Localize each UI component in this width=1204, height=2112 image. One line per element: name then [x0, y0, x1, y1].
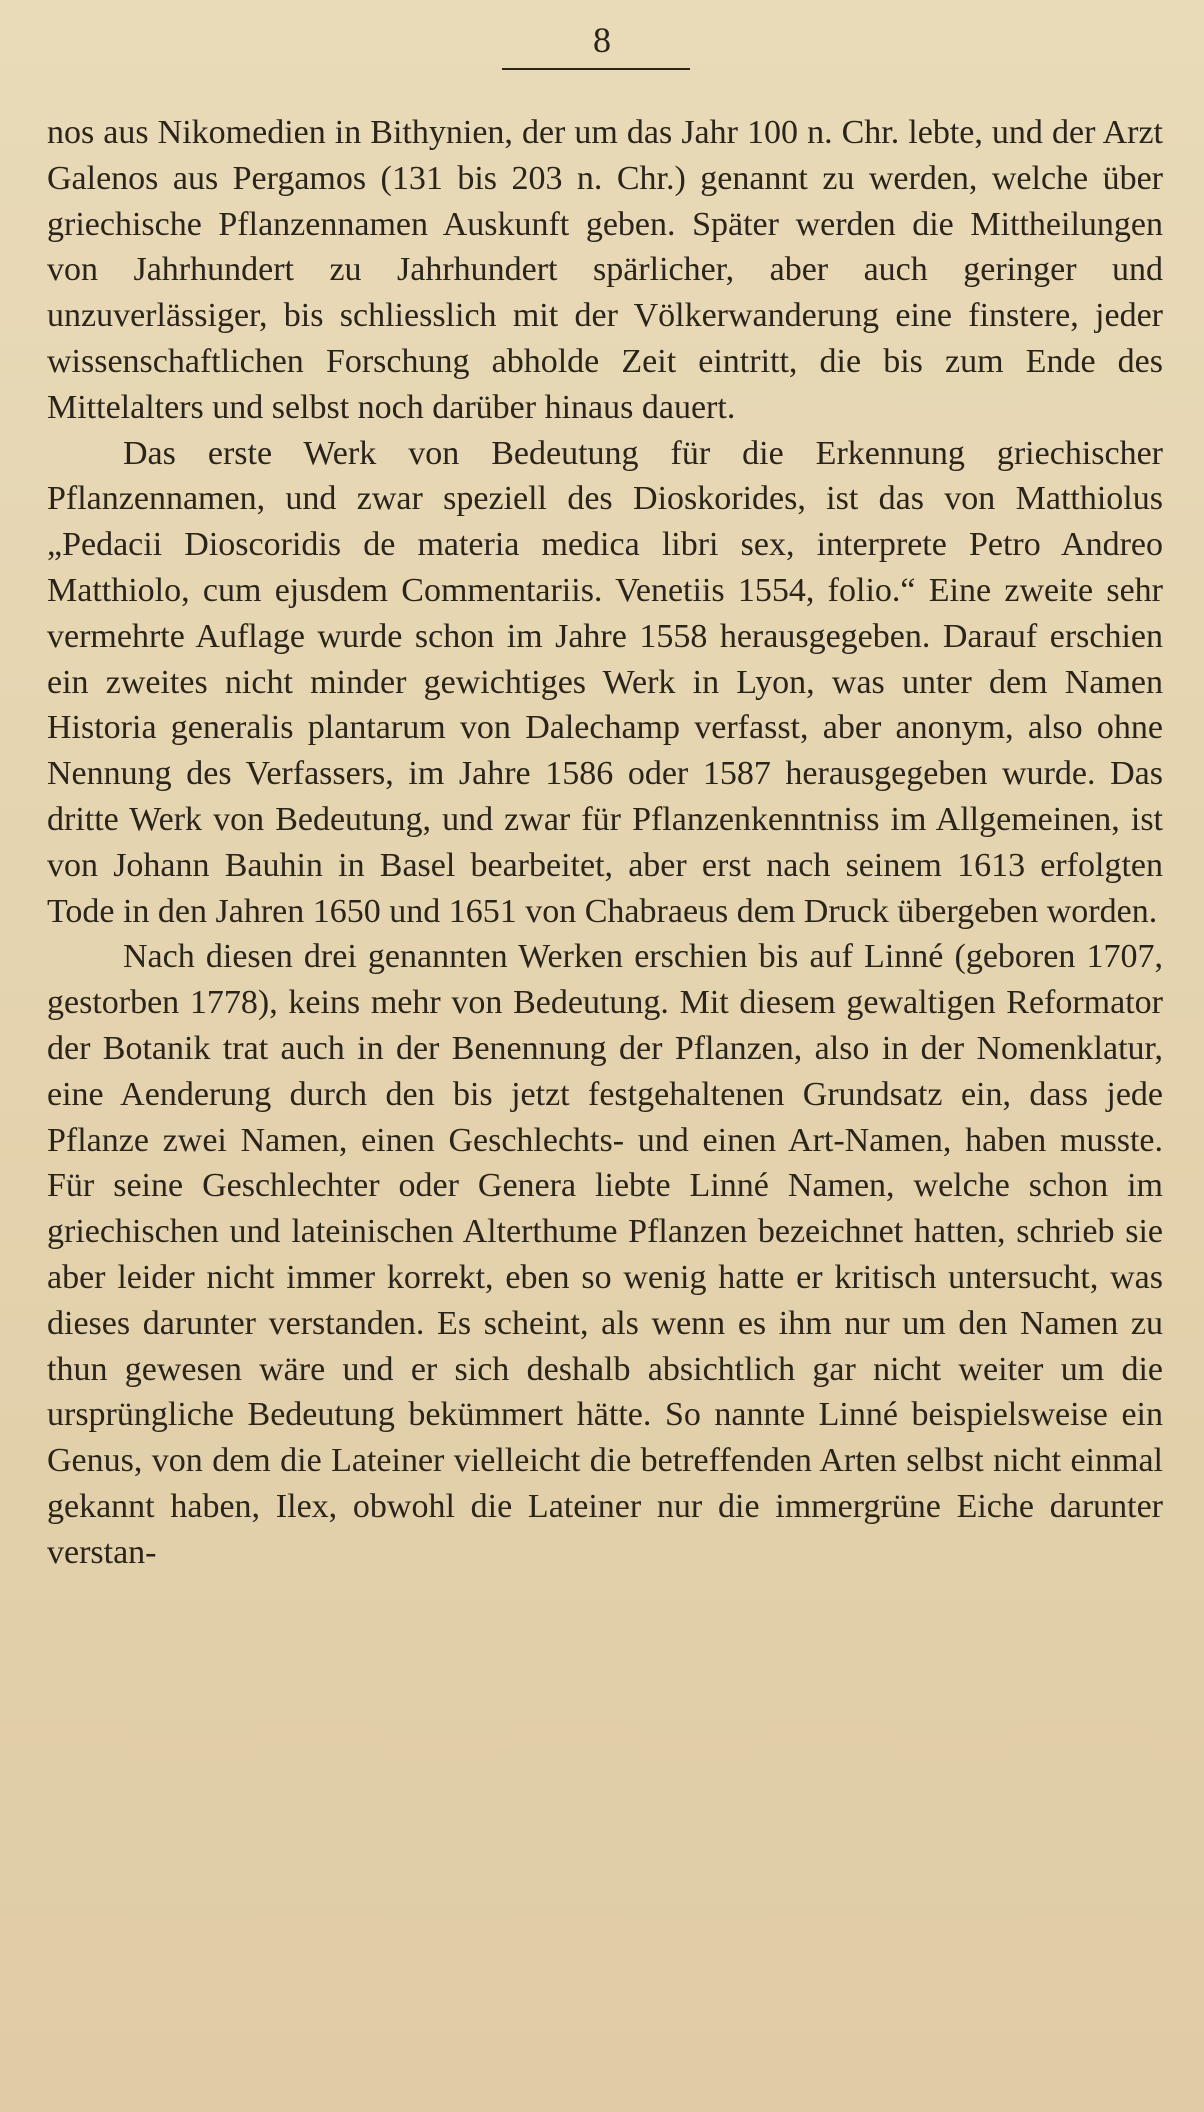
body-text — [47, 110, 1163, 1576]
paragraph-linne: Nach diesen drei genannten Werken erschien bis auf Linné (geboren 1707, gestorben 1778), keins mehr von Bedeutung. Mit diesem gewaltigen Reformator der Botanik trat auch in der Benennung der Pflanzen, also in der Nomenklatur, eine Aenderung durch den bis jetzt festgehaltenen Grundsatz ein, dass jede Pflanze zwei Namen, einen Geschlechts- und einen Art-Namen, haben musste. Für seine Geschlechter oder Genera liebte Linné Namen, welche schon im griechischen und lateinischen Alterthume Pflanzen bezeichnet hatten, schrieb sie aber leider nicht immer korrekt, eben so wenig hatte er kritisch untersucht, was dieses darunter verstanden. Es scheint, als wenn es ihm nur um den Namen zu thun gewesen wäre und er sich deshalb absichtlich gar nicht weiter um die ursprüngliche Bedeutung bekümmert hätte. So nannte Linné beispielsweise ein Genus, von dem die Lateiner vielleicht die betreffenden Arten selbst nicht einmal gekannt haben, Ilex, obwohl die Lateiner nur die immergrüne Eiche darunter verstan- — [47, 938, 1163, 1571]
paragraph-continuation: nos aus Nikomedien in Bithynien, der um das Jahr 100 n. Chr. lebte, und der Arzt Galenos aus Pergamos (131 bis 203 n. Chr.) genannt zu werden, welche über griechische Pflanzennamen Auskunft geben. Später werden die Mittheilungen von Jahrhundert zu Jahrhundert spärlicher, aber auch geringer und unzuverlässiger, bis schliesslich mit der Völkerwanderung eine finstere, jeder wissenschaftlichen Forschung abholde Zeit eintritt, die bis zum Ende des Mittelalters und selbst noch darüber hinaus dauert. — [47, 114, 1163, 426]
paragraph-matthiolus: Das erste Werk von Bedeutung für die Erkennung griechischer Pflanzennamen, und zwar speziell des Dioskorides, ist das von Matthiolus „Pedacii Dioscoridis de materia medica libri sex, interprete Petro Andreo Matthiolo, cum ejusdem Commentariis. Venetiis 1554, folio.“ Eine zweite sehr vermehrte Auflage wurde schon im Jahre 1558 herausgegeben. Darauf erschien ein zweites nicht minder gewichtiges Werk in Lyon, was unter dem Namen Historia generalis plantarum von Dalechamp verfasst, aber anonym, also ohne Nennung des Verfassers, im Jahre 1586 oder 1587 herausgegeben wurde. Das dritte Werk von Bedeutung, und zwar für Pflanzenkenntniss im Allgemeinen, ist von Johann Bauhin in Basel bearbeitet, aber erst nach seinem 1613 erfolgten Tode in den Jahren 1650 und 1651 von Chabraeus dem Druck übergeben worden. — [47, 434, 1163, 930]
page-number: 8 — [593, 20, 611, 60]
page-number-rule — [502, 68, 690, 70]
